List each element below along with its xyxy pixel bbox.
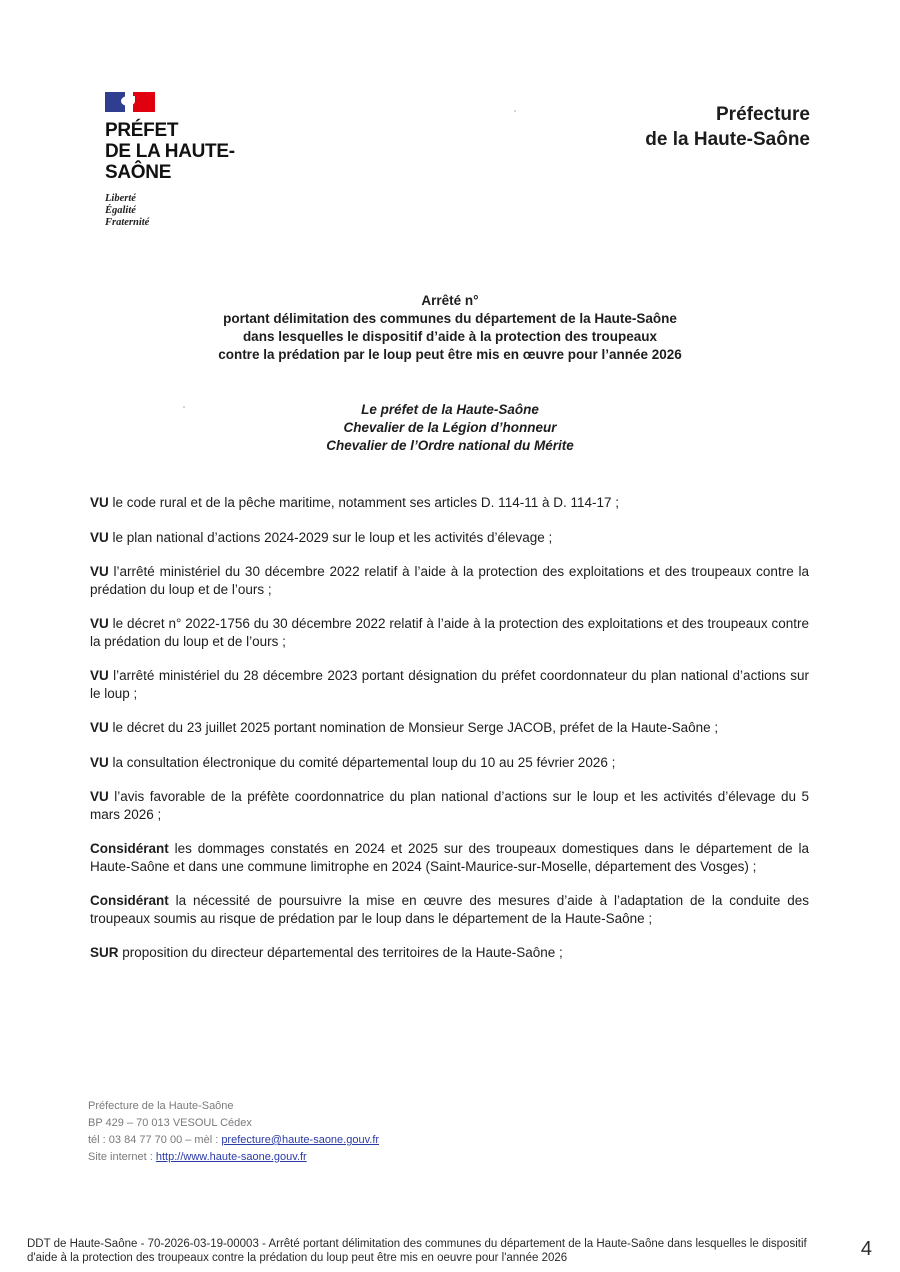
devise-line: Égalité <box>105 205 136 216</box>
title-line: contre la prédation par le loup peut être mis en œuvre pour l’année 2026 <box>218 347 682 362</box>
visa-item <box>90 754 809 772</box>
title-line: Arrêté n° <box>421 293 479 308</box>
prefet-name <box>105 120 275 183</box>
visa-text: la nécessité de poursuivre la mise en œuvre des mesures d’aide à l’adaptation de la conduite des troupeaux soumis au risque de prédation par le loup dans le département de la Haute-Saône ; <box>90 893 809 926</box>
visa-text: le code rural et de la pêche maritime, notamment ses articles D. 114-11 à D. 114-17 ; <box>108 495 620 510</box>
visa-keyword: VU <box>90 616 109 631</box>
visa-keyword: VU <box>90 564 109 579</box>
footer-site-label: Site internet : <box>88 1151 156 1163</box>
visa-keyword: VU <box>90 668 109 683</box>
prefet-title-line: Chevalier de l’Ordre national du Mérite <box>326 438 574 453</box>
prefet-logo <box>105 92 275 229</box>
footer-contact <box>88 1098 379 1166</box>
visa-keyword: VU <box>90 720 109 735</box>
visa-text: le décret du 23 juillet 2025 portant nomination de Monsieur Serge JACOB, préfet de la Haute-Saône ; <box>108 720 719 735</box>
visa-text: l’arrêté ministériel du 30 décembre 2022 relatif à l’aide à la protection des exploitations et des troupeaux contre la prédation du loup et de l’ours ; <box>90 564 809 597</box>
devise-line: Fraternité <box>105 217 150 228</box>
visa-keyword: SUR <box>90 945 119 960</box>
footer-site-line <box>88 1149 379 1166</box>
visa-item <box>90 529 809 547</box>
visa-text: l’arrêté ministériel du 28 décembre 2023 portant désignation du préfet coordonnateur du plan national d’actions sur le loup ; <box>90 668 809 701</box>
visa-item <box>90 563 809 598</box>
visa-item <box>90 719 809 737</box>
title-line: portant délimitation des communes du département de la Haute-Saône <box>223 311 677 326</box>
marianne-flag-icon <box>105 92 155 112</box>
devise <box>105 193 275 229</box>
prefecture-heading <box>645 102 810 152</box>
visa-item <box>90 840 809 875</box>
footer-name: Préfecture de la Haute-Saône <box>88 1100 234 1112</box>
visa-keyword: VU <box>90 529 109 545</box>
document-reference: DDT de Haute-Saône - 70-2026-03-19-00003 - Arrêté portant délimitation des communes du département de la Haute-Saône dans lesquelles le dispositif d'aide à la protection des troupeaux contre la prédation du loup peut être mis en oeuvre pour l'année 2026 <box>27 1238 807 1264</box>
footer-tel-line <box>88 1132 379 1149</box>
visas-list <box>90 494 809 979</box>
visa-keyword: VU <box>90 495 109 510</box>
prefet-titles <box>0 401 900 455</box>
footer-tel: tél : 03 84 77 70 00 – mèl : <box>88 1134 222 1146</box>
devise-line: Liberté <box>105 193 136 204</box>
prefet-title-line: Chevalier de la Légion d’honneur <box>343 420 557 435</box>
website-link[interactable]: http://www.haute-saone.gouv.fr <box>155 1151 307 1163</box>
visa-text: les dommages constatés en 2024 et 2025 sur des troupeaux domestiques dans le département de la Haute-Saône et dans une commune limitrophe en 2024 (Saint-Maurice-sur-Moselle, département des Vosges) ; <box>90 841 809 874</box>
title-line: dans lesquelles le dispositif d’aide à la protection des troupeaux <box>242 329 658 344</box>
visa-item <box>90 892 809 927</box>
logo-line: SAÔNE <box>105 162 172 183</box>
visa-text: la consultation électronique du comité départemental loup du 10 au 25 février 2026 ; <box>108 754 616 770</box>
visa-text: le plan national d’actions 2024-2029 sur le loup et les activités d’élevage ; <box>108 529 553 545</box>
visa-keyword: Considérant <box>90 893 169 908</box>
scan-speck <box>514 110 516 112</box>
visa-text: proposition du directeur départemental des territoires de la Haute-Saône ; <box>118 945 563 960</box>
logo-line: DE LA HAUTE- <box>105 141 235 162</box>
prefecture-line: Préfecture <box>716 104 810 125</box>
arrete-title <box>0 292 900 364</box>
visa-text: le décret n° 2022-1756 du 30 décembre 2022 relatif à l’aide à la protection des exploitations et des troupeaux contre la prédation du loup et de l’ours ; <box>90 616 809 649</box>
visa-keyword: VU <box>90 754 109 770</box>
visa-keyword: Considérant <box>90 841 169 856</box>
visa-keyword: VU <box>90 789 109 804</box>
visa-item <box>90 944 809 962</box>
visa-text: l’avis favorable de la préfète coordonnatrice du plan national d’actions sur le loup et les activités d’élevage du 5 mars 2026 ; <box>90 789 809 822</box>
visa-item <box>90 494 809 512</box>
email-link[interactable]: prefecture@haute-saone.gouv.fr <box>221 1134 380 1146</box>
logo-line: PRÉFET <box>105 120 179 141</box>
footer-address: BP 429 – 70 013 VESOUL Cédex <box>88 1117 252 1129</box>
prefecture-line: de la Haute-Saône <box>645 129 810 150</box>
visa-item <box>90 667 809 702</box>
prefet-title-line: Le préfet de la Haute-Saône <box>361 402 539 417</box>
visa-item <box>90 788 809 823</box>
page-number: 4 <box>860 1238 872 1260</box>
visa-item <box>90 615 809 650</box>
